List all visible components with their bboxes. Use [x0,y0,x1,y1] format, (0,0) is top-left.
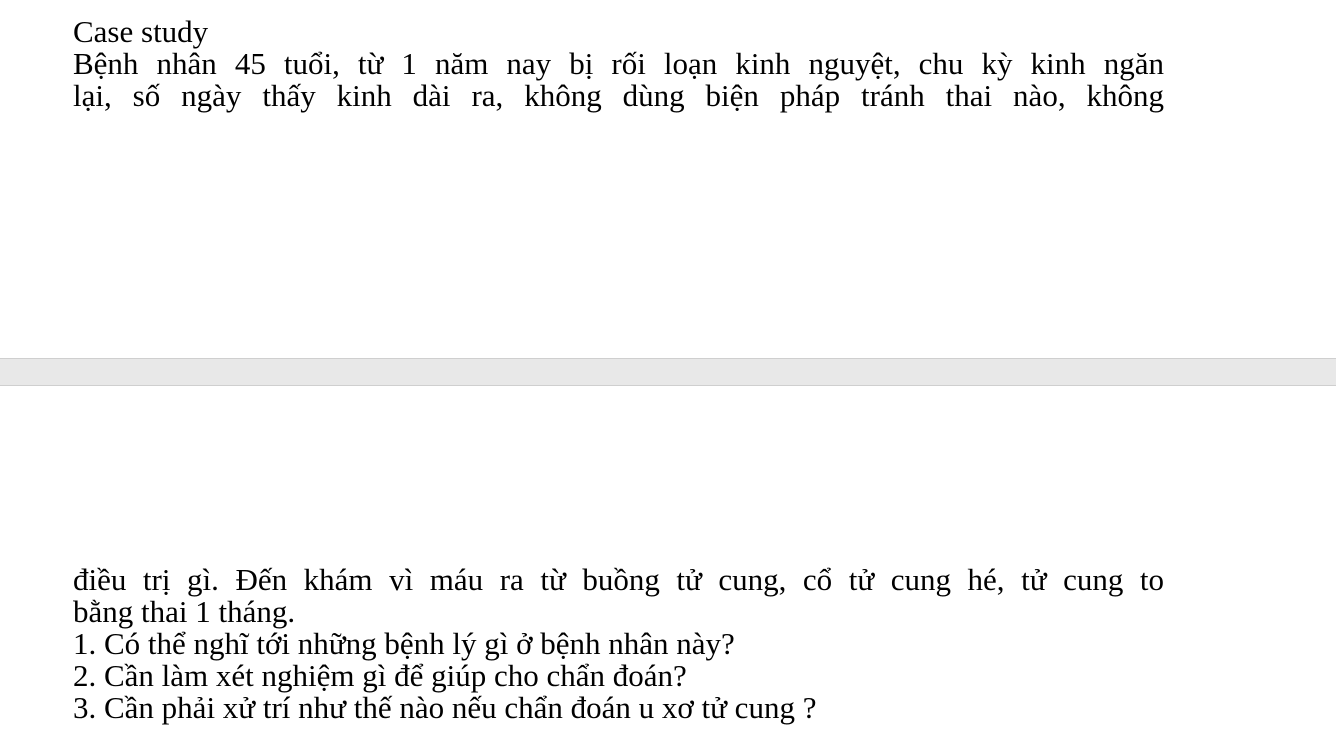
question-2: 2. Cần làm xét nghiệm gì để giúp cho chẩn đoán? [73,658,687,693]
paragraph-line-1: Bệnh nhân 45 tuổi, từ 1 năm nay bị rối loạn kinh nguyệt, chu kỳ kinh ngăn [73,46,1164,81]
paragraph-line-2: lại, số ngày thấy kinh dài ra, không dùng biện pháp tránh thai nào, không [73,78,1164,113]
case-study-heading: Case study [73,14,209,49]
page-2 [0,386,1336,752]
question-3: 3. Cần phải xử trí như thế nào nếu chẩn đoán u xơ tử cung ? [73,690,817,725]
question-1: 1. Có thể nghĩ tới những bệnh lý gì ở bệnh nhân này? [73,626,735,661]
paragraph-line-3: điều trị gì. Đến khám vì máu ra từ buồng tử cung, cổ tử cung hé, tử cung to [73,562,1164,597]
page-1 [0,0,1336,358]
page-separator [0,358,1336,386]
paragraph-line-4: bằng thai 1 tháng. [73,594,296,629]
